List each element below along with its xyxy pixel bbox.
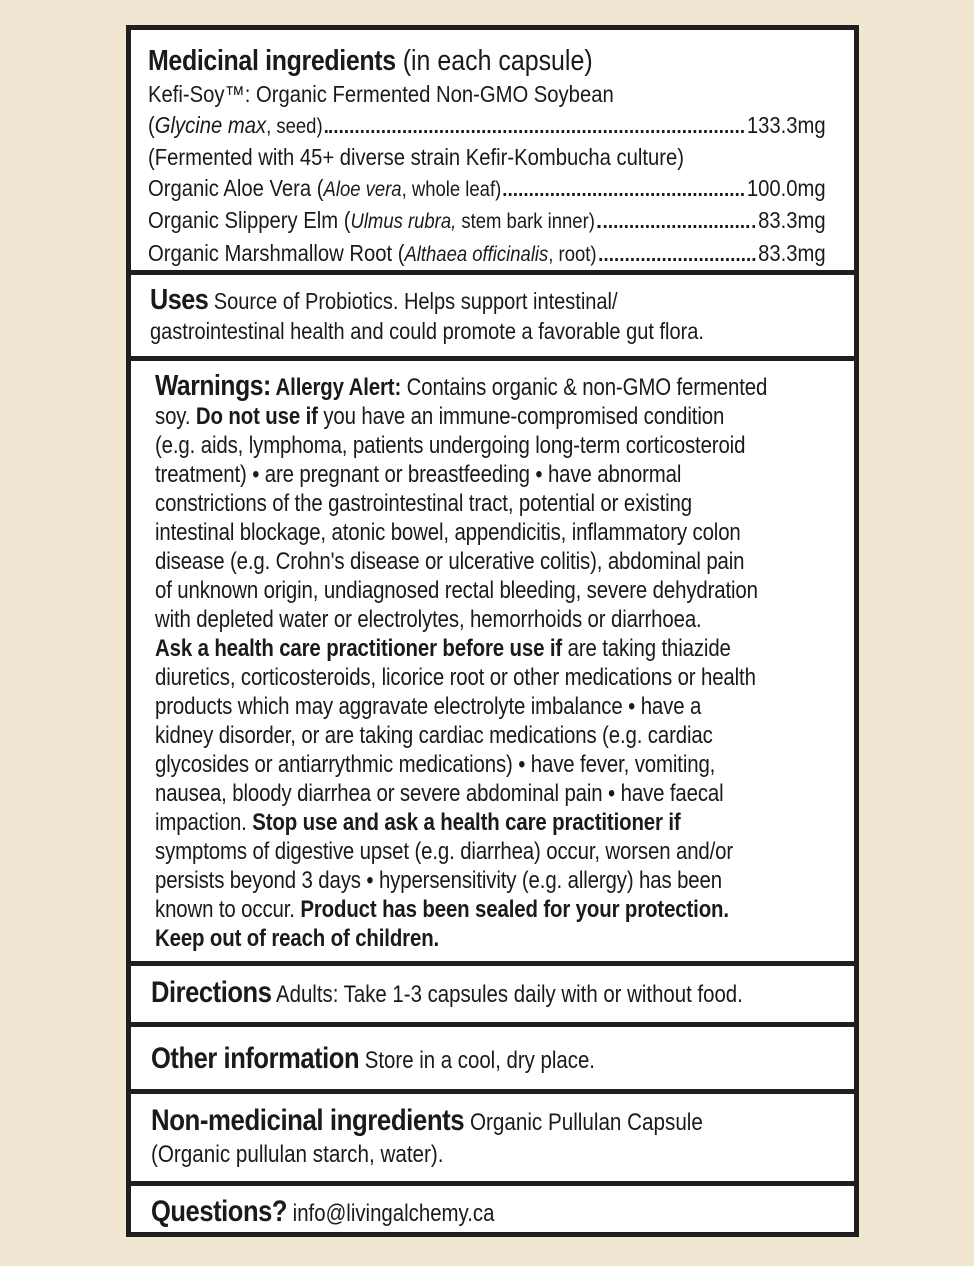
medicinal-heading: Medicinal ingredients [148,45,396,77]
marshmallow-latin-name: Althaea officinalis [404,242,549,266]
ask-practitioner-label: Ask a health care practitioner before use if [155,635,563,662]
elm-plant-part: stem bark inner) [456,210,595,233]
warnings-line: treatment) • are pregnant or breastfeeding • have abnormal [155,461,682,488]
warnings-line: you have an immune-compromised condition [317,403,725,430]
warnings-heading: Warnings: [155,370,271,402]
warnings-line: intestinal blockage, atonic bowel, appendicitis, inflammatory colon [155,519,741,546]
marshmallow-amount: 83.3mg [758,239,826,266]
dot-leader [598,225,756,228]
other-information-heading: Other information [151,1042,360,1075]
directions-heading: Directions [151,976,272,1009]
warnings-line: disease (e.g. Crohn's disease or ulcerative colitis), abdominal pain [155,548,745,575]
stop-use-label: Stop use and ask a health care practitioner if [252,809,681,836]
elm-latin-name: Ulmus rubra, [350,210,457,233]
product-label-panel [126,25,859,1237]
marshmallow-row [148,238,826,271]
directions-text: Adults: Take 1-3 capsules daily with or without food. [271,981,743,1008]
kefi-soy-line: Kefi-Soy™: Organic Fermented Non-GMO Soybean [148,81,614,107]
warnings-line: kidney disorder, or are taking cardiac medications (e.g. cardiac [155,722,713,749]
kefi-latin-name: Glycine max [154,111,267,138]
ferment-note: (Fermented with 45+ diverse strain Kefir-Kombucha culture) [148,144,685,170]
elm-row [148,205,826,238]
aloe-latin-name: Aloe vera [323,177,402,201]
aloe-name: Organic Aloe Vera ( [148,174,324,201]
warnings-section [131,361,854,966]
do-not-use-label: Do not use if [195,403,318,430]
aloe-plant-part: , whole leaf) [401,177,502,201]
contact-email: info@livingalchemy.ca [287,1200,495,1227]
dot-leader [599,258,755,261]
aloe-amount: 100.0mg [746,174,826,201]
non-medicinal-heading: Non-medicinal ingredients [151,1104,465,1137]
questions-section [131,1186,854,1232]
uses-section [131,275,854,361]
warnings-line: diuretics, corticosteroids, licorice root or other medications or health [155,664,756,691]
kefi-plant-part: , seed) [266,114,323,138]
kefi-soy-row: (Glycine max, seed) 133.3mg [148,110,826,143]
warnings-line: Contains organic & non-GMO fermented [401,374,768,401]
warnings-line: glycosides or antiarrythmic medications) • have fever, vomiting, [155,751,716,778]
marshmallow-plant-part: , root) [548,242,597,266]
warnings-line: impaction. [155,809,253,836]
non-medicinal-line-1: Organic Pullulan Capsule [464,1109,703,1136]
warnings-line: products which may aggravate electrolyte imbalance • have a [155,693,702,720]
directions-section [131,966,854,1027]
other-information-text: Store in a cool, dry place. [359,1047,595,1074]
non-medicinal-line-2: (Organic pullulan starch, water). [151,1141,444,1168]
warnings-line: with depleted water or electrolytes, hemorrhoids or diarrhoea. [155,606,702,633]
medicinal-subheading: (in each capsule) [402,45,593,77]
medicinal-title-row [148,43,802,79]
elm-amount: 83.3mg [758,207,826,233]
allergy-alert-label: Allergy Alert: [270,374,402,401]
questions-heading: Questions? [151,1195,288,1228]
sealed-notice: Product has been sealed for your protection. [300,896,729,923]
medicinal-ingredients-section [131,30,854,275]
warnings-line: constrictions of the gastrointestinal tract, potential or existing [155,490,693,517]
warnings-line: persists beyond 3 days • hypersensitivity (e.g. allergy) has been [155,867,722,894]
uses-line-1: Source of Probiotics. Helps support intestinal/ [208,288,618,314]
warnings-line: are taking thiazide [562,635,731,662]
warnings-line: nausea, bloody diarrhea or severe abdominal pain • have faecal [155,780,724,807]
other-information-section [131,1027,854,1094]
uses-heading: Uses [150,284,209,316]
dot-leader [325,130,744,133]
dot-leader [504,193,744,196]
warnings-line: known to occur. [155,896,301,923]
warnings-line: symptoms of digestive upset (e.g. diarrhea) occur, worsen and/or [155,838,734,865]
elm-name: Organic Slippery Elm ( [148,207,351,233]
warnings-line: soy. [155,403,196,430]
marshmallow-name: Organic Marshmallow Root ( [148,239,405,266]
uses-line-2: gastrointestinal health and could promote a favorable gut flora. [150,318,704,344]
warnings-line: (e.g. aids, lymphoma, patients undergoing long-term corticosteroid [155,432,746,459]
warnings-line: of unknown origin, undiagnosed rectal bleeding, severe dehydration [155,577,758,604]
kefi-amount: 133.3mg [746,111,826,138]
aloe-row [148,173,826,206]
non-medicinal-section [131,1094,854,1186]
keep-out-of-reach-notice: Keep out of reach of children. [155,925,440,952]
